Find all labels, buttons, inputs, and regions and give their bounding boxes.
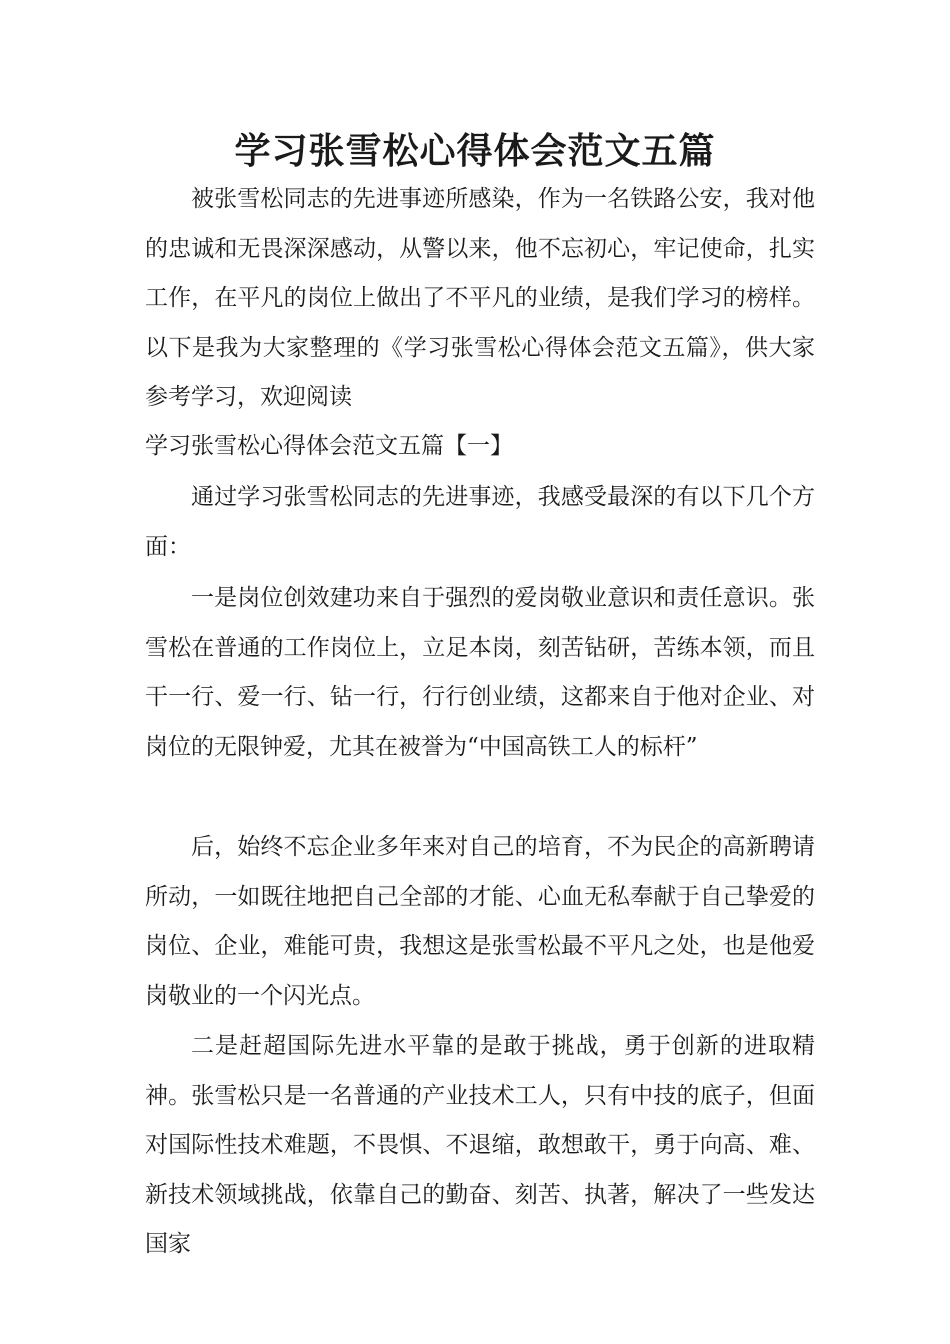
document-title: 学习张雪松心得体会范文五篇 — [234, 131, 716, 172]
paragraph-1: 通过学习张雪松同志的先进事迹，我感受最深的有以下几个方面： — [145, 484, 815, 560]
paragraph-2: 一是岗位创效建功来自于强烈的爱岗敬业意识和责任意识。张雪松在普通的工作岗位上，立足本岗，刻苦钻研，苦练本领，而且干一行、爱一行、钻一行，行行创业绩，这都来自于他对企业、对岗位的无限钟爱，尤其在被誉为“中国高铁工人的标杆” — [145, 585, 815, 760]
intro-paragraph: 被张雪松同志的先进事迹所感染，作为一名铁路公安，我对他的忠诚和无畏深深感动，从警以来，他不忘初心，牢记使命，扎实工作，在平凡的岗位上做出了不平凡的业绩，是我们学习的榜样。以下是我为大家整理的《学习张雪松心得体会范文五篇》，供大家参考学习，欢迎阅读 — [145, 186, 815, 411]
paragraph-4: 二是赶超国际先进水平靠的是敢于挑战，勇于创新的进取精神。张雪松只是一名普通的产业技术工人，只有中技的底子，但面对国际性技术难题，不畏惧、不退缩，敢想敢干，勇于向高、难、新技术领域挑战，依靠自己的勤奋、刻苦、执著，解决了一些发达国家 — [145, 1033, 815, 1258]
section-heading: 学习张雪松心得体会范文五篇【一】 — [145, 433, 513, 459]
paragraph-3: 后，始终不忘企业多年来对自己的培育，不为民企的高新聘请所动，一如既往地把自己全部的才能、心血无私奉献于自己挚爱的岗位、企业，难能可贵，我想这是张雪松最不平凡之处，也是他爱岗敬业的一个闪光点。 — [145, 834, 815, 1009]
